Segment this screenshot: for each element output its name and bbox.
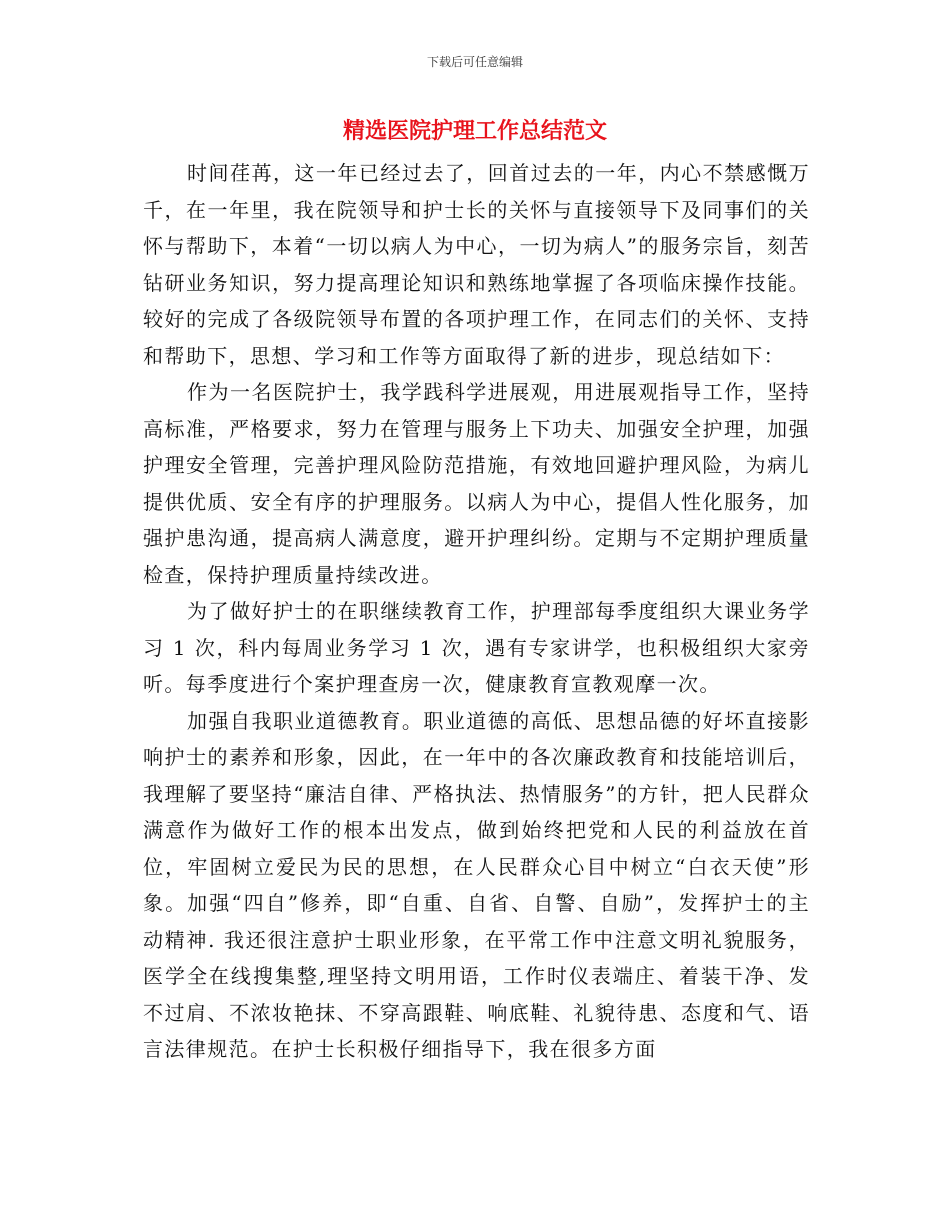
paragraph-professional-ethics: 加强自我职业道德教育。职业道德的高低、思想品德的好坏直接影响护士的素养和形象，因此，在一年中的各次廉政教育和技能培训后，我理解了要坚持“廉洁自律、严格执法、热情服务”的方针，把人民群众满意作为做好工作的根本出发点，做到始终把党和人民的利益放在首位，牢固树立爱民为民的思想，在人民群众心目中树立“白衣天使”形象。加强“四自”修养，即“自重、自省、自警、自励”，发挥护士的主动精神. 我还很注意护士职业形象，在平常工作中注意文明礼貌服务，医学全在线搜集整,理坚持文明用语，工作时仪表端庄、着装干净、发不过肩、不浓妆艳抹、不穿高跟鞋、响底鞋、礼貌待患、态度和气、语言法律规范。在护士长积极仔细指导下，我在很多方面 — [143, 708, 810, 1061]
document-body — [143, 155, 810, 1068]
paragraph-continuing-education: 为了做好护士的在职继续教育工作，护理部每季度组织大课业务学习 1 次，科内每周业务学习 1 次，遇有专家讲学，也积极组织大家旁听。每季度进行个案护理查房一次，健康教育宣教观摩一次。 — [143, 599, 810, 696]
page-header-note: 下载后可任意编辑 — [426, 55, 523, 69]
paragraph-intro: 时间荏苒，这一年已经过去了，回首过去的一年，内心不禁感慨万千，在一年里，我在院领导和护士长的关怀与直接领导下及同事们的关怀与帮助下，本着“一切以病人为中心，一切为病人”的服务宗旨，刻苦钻研业务知识，努力提高理论知识和熟练地掌握了各项临床操作技能。较好的完成了各级院领导布置的各项护理工作，在同志们的关怀、支持和帮助下，思想、学习和工作等方面取得了新的进步，现总结如下： — [143, 161, 810, 368]
paragraph-safety-care: 作为一名医院护士，我学践科学进展观，用进展观指导工作，坚持高标准，严格要求，努力在管理与服务上下功夫、加强安全护理，加强护理安全管理，完善护理风险防范措施，有效地回避护理风险，为病儿提供优质、安全有序的护理服务。以病人为中心，提倡人性化服务，加强护患沟通，提高病人满意度，避开护理纠纷。定期与不定期护理质量检查，保持护理质量持续改进。 — [143, 380, 810, 587]
document-title: 精选医院护理工作总结范文 — [342, 119, 607, 144]
